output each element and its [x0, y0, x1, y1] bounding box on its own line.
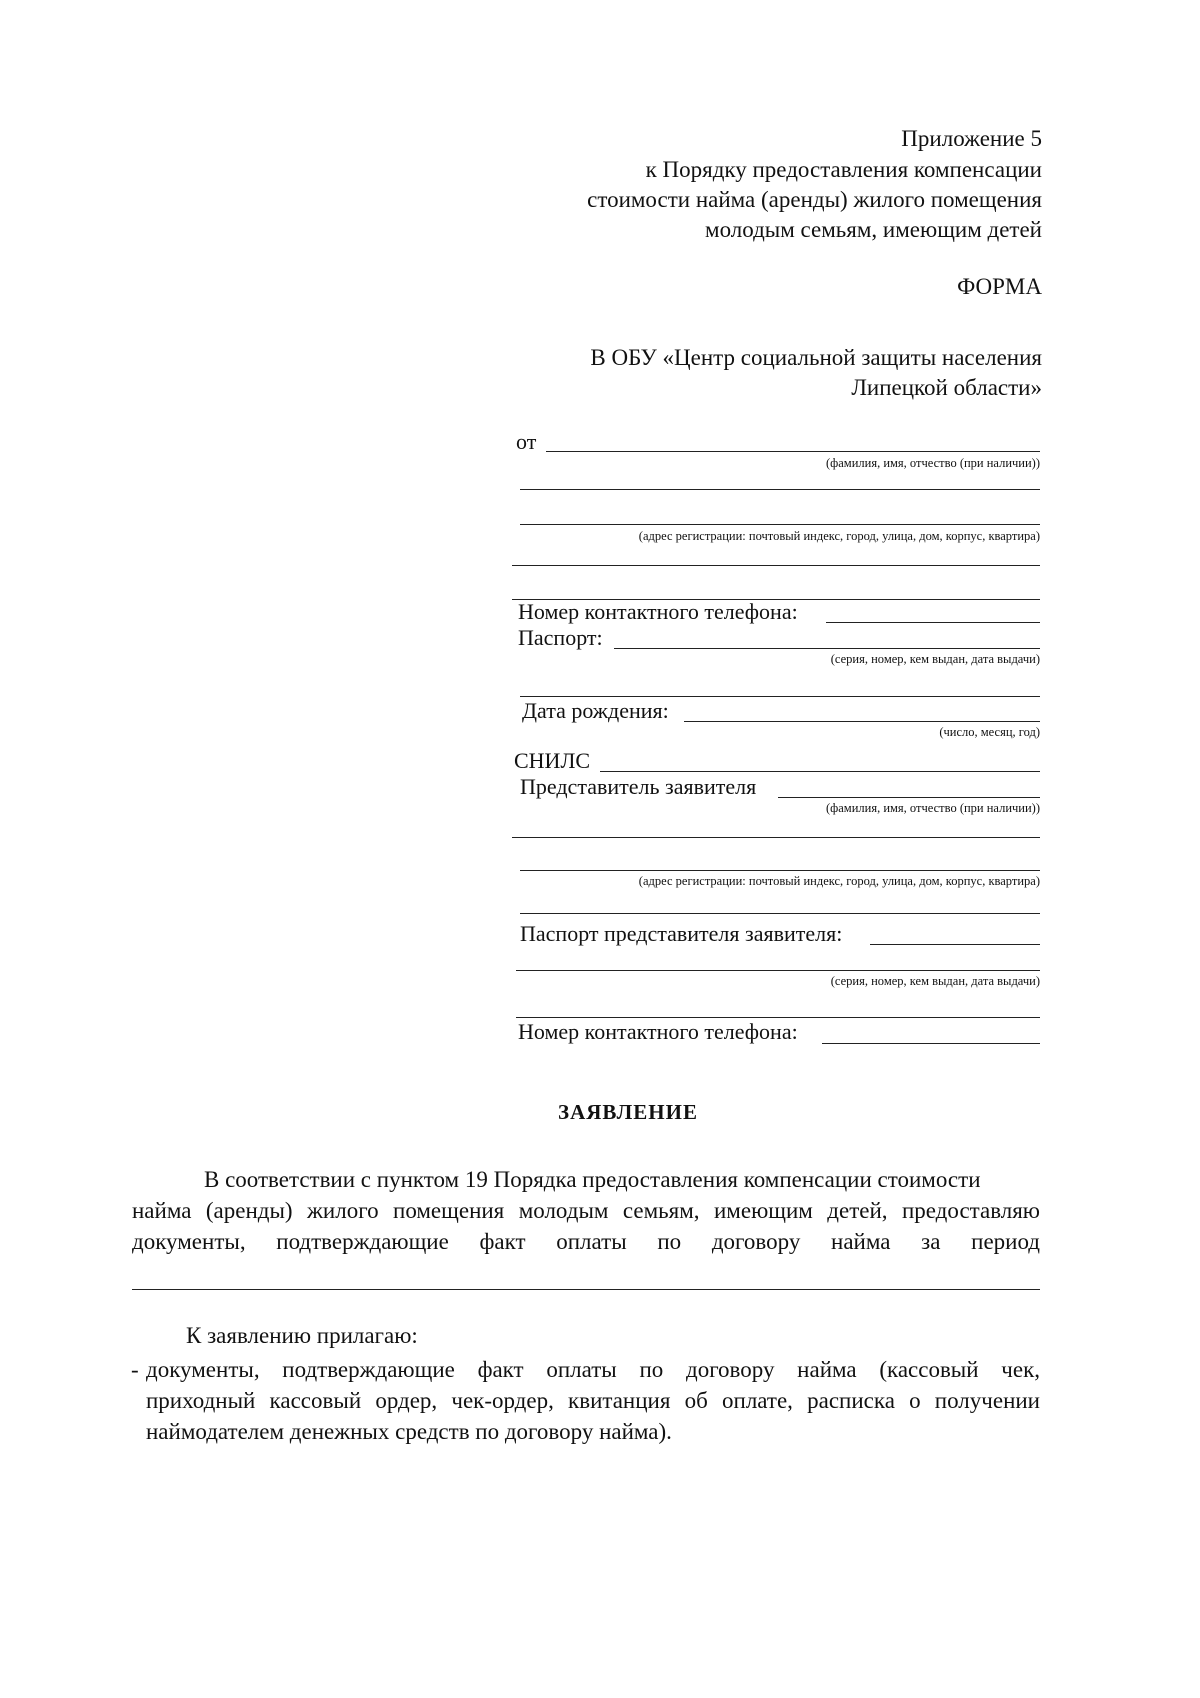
snils-label: СНИЛС: [514, 748, 591, 773]
attachments-intro: К заявлению прилагаю:: [186, 1323, 418, 1348]
address-field-line-2[interactable]: [512, 565, 1040, 566]
appendix-line-3: стоимости найма (аренды) жилого помещения: [587, 187, 1042, 212]
representative-address-hint: (адрес регистрации: почтовый индекс, город, улица, дом, корпус, квартира): [638, 874, 1040, 888]
representative-phone-label: Номер контактного телефона:: [518, 1019, 798, 1044]
representative-fio-hint: (фамилия, имя, отчество (при наличии)): [825, 801, 1040, 815]
attachment-bullet: -: [131, 1357, 139, 1382]
representative-passport-field-line-2[interactable]: [516, 970, 1040, 971]
passport-hint: (серия, номер, кем выдан, дата выдачи): [830, 652, 1040, 666]
phone-field-line[interactable]: [826, 622, 1040, 623]
addressee-line-2: Липецкой области»: [851, 375, 1042, 400]
representative-passport-hint: (серия, номер, кем выдан, дата выдачи): [830, 974, 1040, 988]
statement-line-1: В соответствии с пунктом 19 Порядка предоставления компенсации стоимости: [204, 1167, 981, 1192]
representative-passport-label: Паспорт представителя заявителя:: [520, 921, 843, 946]
from-label: от: [516, 429, 537, 454]
passport-label: Паспорт:: [518, 625, 603, 650]
appendix-line-2: к Порядку предоставления компенсации: [645, 157, 1042, 182]
attachment-line-2: приходный кассовый ордер, чек-ордер, квитанция об оплате, расписка о получении: [146, 1388, 1040, 1413]
representative-phone-field-line[interactable]: [822, 1043, 1040, 1044]
birth-hint: (число, месяц, год): [939, 725, 1040, 739]
address-field-line[interactable]: [520, 524, 1040, 525]
attachment-line-3: наймодателем денежных средств по договору найма).: [146, 1419, 672, 1444]
statement-line-3: документы, подтверждающие факт оплаты по договору найма за период: [132, 1229, 1040, 1254]
snils-field-line[interactable]: [600, 771, 1040, 772]
appendix-number: Приложение 5: [901, 126, 1042, 151]
attachment-line-1: документы, подтверждающие факт оплаты по договору найма (кассовый чек,: [146, 1357, 1040, 1382]
representative-field-line-2[interactable]: [512, 837, 1040, 838]
fio-field-line[interactable]: [546, 451, 1040, 452]
birth-label: Дата рождения:: [522, 698, 669, 723]
birth-field-line[interactable]: [684, 721, 1040, 722]
statement-line-2: найма (аренды) жилого помещения молодым семьям, имеющим детей, предоставляю: [132, 1198, 1040, 1223]
statement-title: ЗАЯВЛЕНИЕ: [558, 1100, 698, 1124]
fio-field-line-2[interactable]: [520, 489, 1040, 490]
period-field-line[interactable]: [132, 1289, 1040, 1290]
passport-field-line[interactable]: [614, 648, 1040, 649]
form-label: ФОРМА: [957, 274, 1042, 299]
addressee-line-1: В ОБУ «Центр социальной защиты населения: [590, 345, 1042, 370]
address-hint: (адрес регистрации: почтовый индекс, город, улица, дом, корпус, квартира): [638, 529, 1040, 543]
appendix-line-4: молодым семьям, имеющим детей: [705, 217, 1042, 242]
representative-passport-field-line[interactable]: [870, 944, 1040, 945]
representative-label: Представитель заявителя: [520, 774, 757, 799]
representative-address-line-2[interactable]: [520, 913, 1040, 914]
phone-label: Номер контактного телефона:: [518, 599, 798, 624]
fio-hint: (фамилия, имя, отчество (при наличии)): [825, 456, 1040, 470]
representative-address-line[interactable]: [520, 870, 1040, 871]
representative-field-line[interactable]: [778, 797, 1040, 798]
